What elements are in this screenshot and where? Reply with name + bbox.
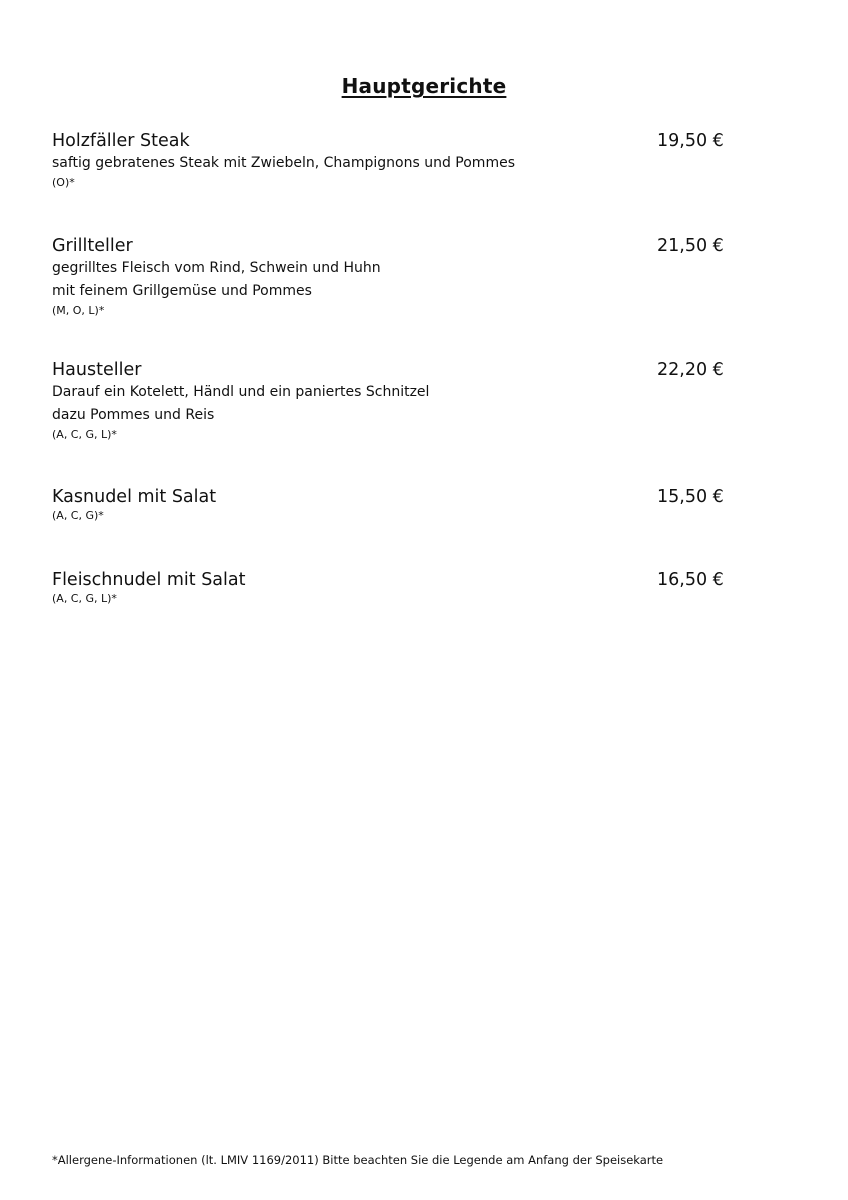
dish-name: Grillteller — [52, 236, 133, 256]
dish-price: 21,50 € — [657, 236, 724, 256]
dish-name: Hausteller — [52, 360, 142, 380]
dish-price: 16,50 € — [657, 570, 724, 590]
dish-price: 22,20 € — [657, 360, 724, 380]
dish-name: Kasnudel mit Salat — [52, 487, 217, 507]
dish-name: Holzfäller Steak — [52, 131, 190, 151]
menu-item-grillteller — [52, 235, 732, 319]
dish-allergens: (M, O, L)* — [52, 304, 105, 317]
dish-price: 15,50 € — [657, 487, 724, 507]
dish-allergens: (O)* — [52, 176, 75, 189]
menu-item-hausteller — [52, 359, 732, 443]
dish-allergens: (A, C, G, L)* — [52, 428, 117, 441]
dish-description: mit feinem Grillgemüse und Pommes — [52, 283, 312, 299]
dish-description: gegrilltes Fleisch vom Rind, Schwein und Huhn — [52, 260, 381, 276]
menu-item-kasnudel — [52, 486, 732, 524]
dish-description: saftig gebratenes Steak mit Zwiebeln, Champignons und Pommes — [52, 155, 515, 171]
dish-allergens: (A, C, G, L)* — [52, 592, 117, 605]
dish-description: dazu Pommes und Reis — [52, 407, 215, 423]
dish-description: Darauf ein Kotelett, Händl und ein paniertes Schnitzel — [52, 384, 430, 400]
menu-item-holzfaeller-steak — [52, 130, 732, 191]
dish-name: Fleischnudel mit Salat — [52, 570, 246, 590]
dish-allergens: (A, C, G)* — [52, 509, 104, 522]
allergen-footnote: *Allergene-Informationen (lt. LMIV 1169/2011) Bitte beachten Sie die Legende am Anfang der Speisekarte — [52, 1153, 664, 1167]
menu-item-fleischnudel — [52, 569, 732, 607]
dish-price: 19,50 € — [657, 131, 724, 151]
page-title: Hauptgerichte — [341, 74, 507, 98]
